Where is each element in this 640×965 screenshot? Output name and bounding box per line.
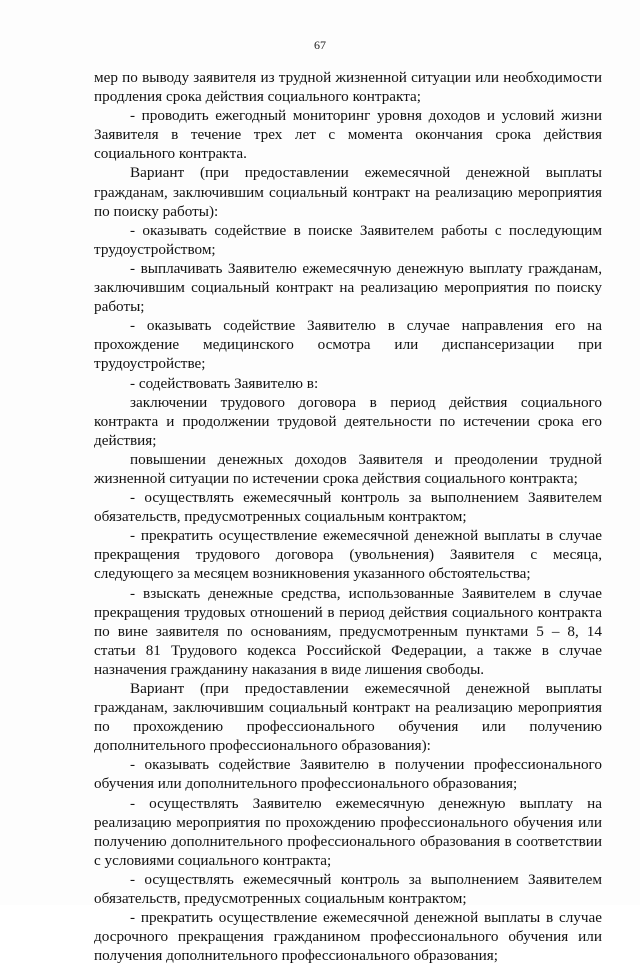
paragraph: - осуществлять ежемесячный контроль за выполнением Заявителем обязательств, предусмотренных социальным контрактом; bbox=[94, 870, 602, 908]
paragraph: - осуществлять ежемесячный контроль за выполнением Заявителем обязательств, предусмотренных социальным контрактом; bbox=[94, 489, 602, 526]
paragraph: заключении трудового договора в период действия социального контракта и продолжении трудовой деятельности по истечении срока его действия; bbox=[94, 393, 602, 449]
paragraph: - прекратить осуществление ежемесячной денежной выплаты в случае прекращения трудового договора (увольнения) Заявителя с месяца, следующего за месяцем возникновения указанного обстоятельства; bbox=[94, 527, 602, 583]
paragraph: - оказывать содействие Заявителю в получении профессионального обучения или дополнительного профессионального образования; bbox=[94, 756, 602, 793]
paragraph: Вариант (при предоставлении ежемесячной денежной выплаты гражданам, заключившим социальный контракт на реализацию мероприятия по поиску работы): bbox=[94, 164, 602, 220]
paragraph: - оказывать содействие Заявителю в случае направления его на прохождение медицинского осмотра или диспансеризации при трудоустройстве; bbox=[94, 317, 602, 373]
paragraph: - осуществлять Заявителю ежемесячную денежную выплату на реализацию мероприятия по прохождению профессионального обучения или получению дополнительного профессионального образования в соответствии с условиями социального контракта; bbox=[94, 794, 602, 869]
paragraph: - прекратить осуществление ежемесячной денежной выплаты в случае досрочного прекращения гражданином профессионального обучения или получения дополнительного профессионального образования; bbox=[94, 909, 602, 965]
paragraph: - оказывать содействие в поиске Заявителем работы с последующим трудоустройством; bbox=[94, 221, 602, 258]
paragraph: - проводить ежегодный мониторинг уровня доходов и условий жизни Заявителя в течение трех лет с момента окончания срока действия социального контракта. bbox=[94, 107, 602, 163]
page-number: 67 bbox=[314, 38, 326, 52]
paragraph: мер по выводу заявителя из трудной жизненной ситуации или необходимости продления срока действия социального контракта; bbox=[94, 69, 602, 106]
paragraph: - выплачивать Заявителю ежемесячную денежную выплату гражданам, заключившим социальный контракт на реализацию мероприятия по поиску работы; bbox=[94, 259, 602, 316]
paragraph: - содействовать Заявителю в: bbox=[130, 374, 319, 392]
document-body bbox=[94, 68, 602, 965]
paragraph: повышении денежных доходов Заявителя и преодолении трудной жизненной ситуации по истечении срока действия социального контракта; bbox=[94, 450, 602, 487]
paragraph: - взыскать денежные средства, использованные Заявителем в случае прекращения трудовых отношений в период действия социального контракта по вине заявителя по основаниям, предусмотренным пунктами 5 – 8, 14 статьи 81 Трудового кодекса Российской Федерации, а также в случае назначения гражданину наказания в виде лишения свободы. bbox=[94, 584, 602, 678]
paragraph: Вариант (при предоставлении ежемесячной денежной выплаты гражданам, заключившим социальный контракт на реализацию мероприятия по прохождению профессионального обучения или получению дополнительного профессионального образования): bbox=[94, 680, 602, 755]
